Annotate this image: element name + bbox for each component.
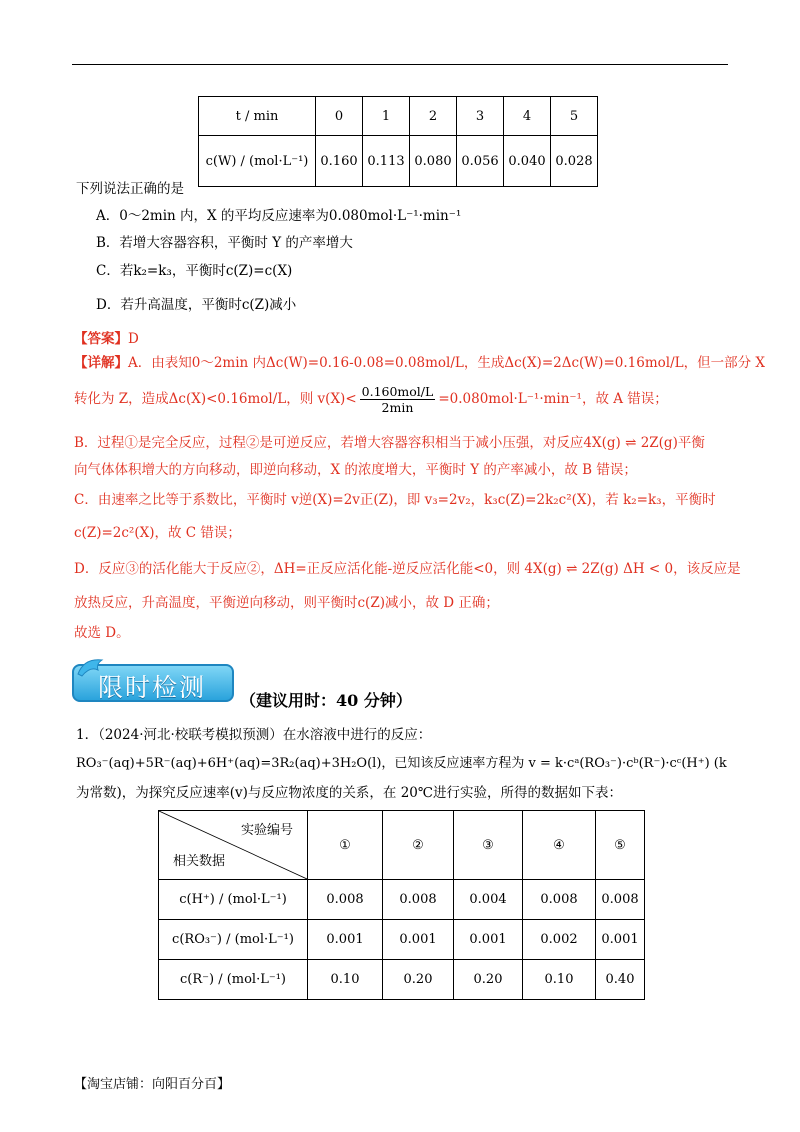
table-cell: 0.10 (523, 960, 596, 1000)
table-header-cell: ③ (454, 811, 523, 880)
table-row (159, 960, 645, 1000)
table-cell: 0.056 (457, 136, 504, 187)
section-banner (72, 656, 234, 702)
table-cell: 2 (410, 97, 457, 136)
footer-shop: 【淘宝店铺：向阳百分百】 (74, 1077, 231, 1092)
table-cell: 0.20 (454, 960, 523, 1000)
detail-line-c2: c(Z)=2c²(X)，故 C 错误； (74, 525, 241, 541)
detail-line-d1: D．反应③的活化能大于反应②，ΔH=正反应活化能-逆反应活化能<0，则 4X(g) ⇌ 2Z(g) ΔH < 0，该反应是 (74, 561, 741, 577)
table-row (159, 880, 645, 920)
table-row-label: c(H⁺) / (mol·L⁻¹) (159, 880, 308, 920)
corner-bottom-label: 相关数据 (173, 854, 226, 869)
table-cell: 0.040 (504, 136, 551, 187)
question-prompt: 下列说法正确的是 (76, 181, 184, 197)
table-cell: 0.008 (596, 880, 645, 920)
table-cell: 0.004 (454, 880, 523, 920)
suggested-time: （建议用时：40 分钟） (240, 691, 412, 710)
table-header-cell: ① (308, 811, 383, 880)
table-cell: 1 (363, 97, 410, 136)
answer-value: D (128, 331, 139, 347)
table-row (159, 920, 645, 960)
detail-line-c1: C．由速率之比等于系数比，平衡时 v逆(X)=2v正(Z)，即 v₃=2v₂，k₃c(Z)=2k₂c²(X)，若 k₂=k₃，平衡时 (74, 492, 716, 508)
table-row (199, 136, 598, 187)
table-header-cell: ② (383, 811, 454, 880)
corner-top-label: 实验编号 (240, 823, 293, 838)
answer-line (74, 330, 139, 348)
table-cell: 0.080 (410, 136, 457, 187)
concentration-table (198, 96, 598, 187)
header-rule (72, 64, 728, 65)
table-row-label: c(R⁻) / (mol·L⁻¹) (159, 960, 308, 1000)
answer-tag: 【答案】 (74, 331, 128, 347)
fraction-numerator: 0.160mol/L (361, 384, 434, 399)
detail-line-conclusion: 故选 D。 (74, 625, 130, 641)
detail-line-b1: B．过程①是完全反应，过程②是可逆反应，若增大容器容积相当于减小压强，对反应4X(g) ⇌ 2Z(g)平衡 (74, 435, 705, 451)
detail-line-a1 (74, 354, 765, 372)
table-cell: 0.160 (316, 136, 363, 187)
table-cell: 0.40 (596, 960, 645, 1000)
table-cell: 0.008 (383, 880, 454, 920)
fraction-denominator: 2min (381, 400, 414, 415)
option-d: D．若升高温度，平衡时c(Z)减小 (96, 297, 297, 313)
detail-text: A．由表知0～2min 内Δc(W)=0.16-0.08=0.08mol/L，生成Δc(X)=2Δc(W)=0.16mol/L，但一部分 X (128, 355, 765, 371)
table-cell: 4 (504, 97, 551, 136)
q1-line3: 为常数)，为探究反应速率(v)与反应物浓度的关系，在 20℃进行实验，所得的数据如下表： (76, 785, 622, 801)
detail-text: 转化为 Z，造成Δc(X)<0.16mol/L，则 v(X)< (74, 391, 357, 407)
table-cell: 0.028 (551, 136, 598, 187)
table-cell: 0.10 (308, 960, 383, 1000)
table-cell: 5 (551, 97, 598, 136)
table-cell: 0.113 (363, 136, 410, 187)
table-cell: 0.008 (308, 880, 383, 920)
table-header-cell: ⑤ (596, 811, 645, 880)
detail-text: =0.080mol·L⁻¹·min⁻¹，故 A 错误； (438, 391, 668, 407)
table-cell: 0 (316, 97, 363, 136)
table-cell: 0.001 (596, 920, 645, 960)
table-cell: 0.001 (454, 920, 523, 960)
detail-tag: 【详解】 (74, 355, 128, 371)
table-cell: 0.001 (383, 920, 454, 960)
detail-line-d2: 放热反应，升高温度，平衡逆向移动，则平衡时c(Z)减小，故 D 正确； (74, 595, 499, 611)
rate-fraction (360, 384, 436, 415)
q1-equation: RO₃⁻(aq)+5R⁻(aq)+6H⁺(aq)=3R₂(aq)+3H₂O(l)，已知该反应速率方程为 v = k·cᵃ(RO₃⁻)·cᵇ(R⁻)·cᶜ(H⁺) (k (76, 756, 727, 771)
detail-line-a2 (74, 384, 668, 415)
table-cell: 0.002 (523, 920, 596, 960)
table-header-cell: c(W) / (mol·L⁻¹) (199, 136, 316, 187)
corner-cell (159, 811, 308, 880)
table-row (159, 811, 645, 880)
table-cell: 0.20 (383, 960, 454, 1000)
table-header-cell: t / min (199, 97, 316, 136)
table-cell: 0.008 (523, 880, 596, 920)
table-cell: 0.001 (308, 920, 383, 960)
table-row (199, 97, 598, 136)
option-c: C．若k₂=k₃，平衡时c(Z)=c(X) (96, 263, 293, 279)
table-header-cell: ④ (523, 811, 596, 880)
option-b: B．若增大容器容积，平衡时 Y 的产率增大 (96, 235, 353, 251)
experiment-table (158, 810, 645, 1000)
table-cell: 3 (457, 97, 504, 136)
q1-intro: 1．（2024·河北·校联考模拟预测）在水溶液中进行的反应： (76, 727, 432, 743)
detail-line-b2: 向气体体积增大的方向移动，即逆向移动，X 的浓度增大，平衡时 Y 的产率减小，故 B 错误； (74, 462, 637, 478)
table-row-label: c(RO₃⁻) / (mol·L⁻¹) (159, 920, 308, 960)
banner-title: 限时检测 (98, 673, 207, 702)
option-a: A．0～2min 内，X 的平均反应速率为0.080mol·L⁻¹·min⁻¹ (96, 208, 462, 224)
